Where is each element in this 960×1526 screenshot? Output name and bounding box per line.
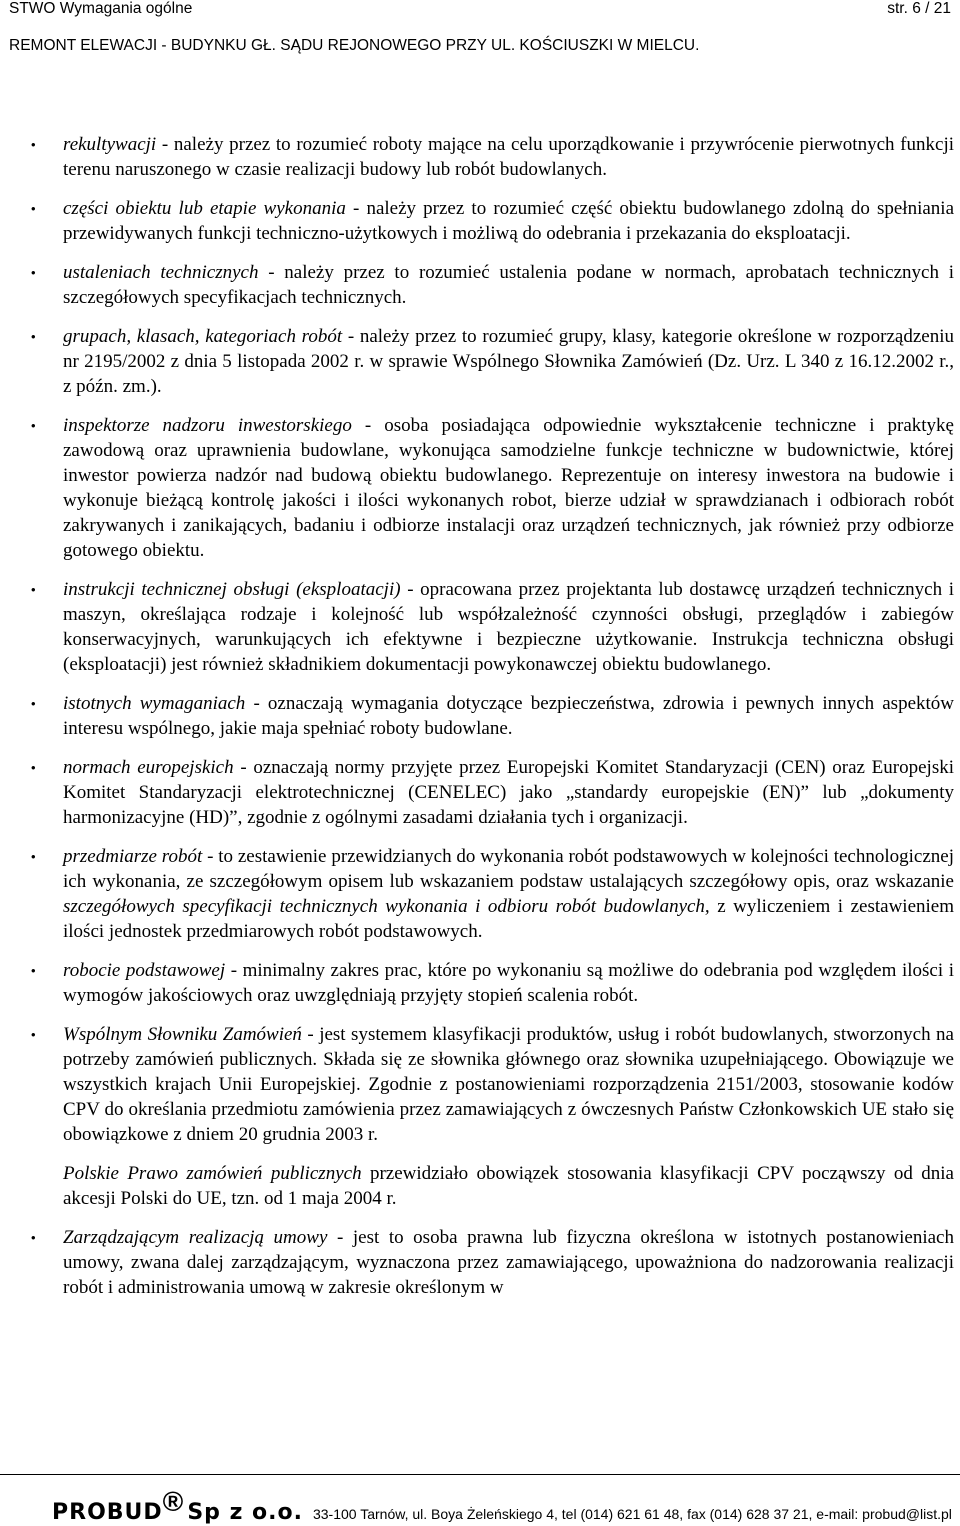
definition: przewidziało obowiązek stosowania klasyfikacji CPV począwszy od dnia akcesji Polski do UE, tzn. od 1 maja 2004 r.: [63, 1163, 954, 1209]
bullet-icon: •: [31, 582, 36, 597]
list-item: [0, 577, 960, 677]
bullet-icon: •: [31, 201, 36, 216]
company-logo: PROBUD: [52, 1500, 163, 1525]
definition: - oznaczają normy przyjęte przez Europejski Komitet Standaryzacji (CEN) oraz Europejski Komitet Standaryzacji elektrotechnicznej (CENELEC) jako „standardy europejskie (EN)” lub „dokumenty harmonizacyjne (HD)”, zgodnie z ogólnymi zasadami działania tych i organizacji.: [63, 757, 955, 828]
registered-icon: ®: [162, 1486, 184, 1517]
list-item: [0, 324, 960, 399]
definition: - minimalny zakres prac, które po wykonaniu są możliwe do odebrania pod względem ilości i wymogów jakościowych oraz uwzględniają przyjęty stopień scalenia robót.: [63, 960, 954, 1006]
company-address: 33-100 Tarnów, ul. Boya Żeleńskiego 4, tel (014) 621 61 48, fax (014) 628 37 21, e-mail: probud@list.pl: [312, 1506, 952, 1522]
definition-continued: z wyliczeniem i zestawieniem ilości jednostek przedmiarowych robót podstawowych.: [63, 896, 954, 942]
bullet-icon: •: [31, 418, 36, 433]
bullet-icon: •: [31, 1027, 36, 1042]
term: Wspólnym Słowniku Zamówień: [63, 1024, 302, 1045]
bullet-icon: •: [31, 963, 36, 978]
term: Polskie Prawo zamówień publicznych: [63, 1163, 362, 1184]
definition: - jest systemem klasyfikacji produktów, usług i robót budowlanych, stworzonych na potrzeby zamówień publicznych. Składa się ze słownika głównego oraz słownika uzupełniającego. Obowiązuje we wszystkich krajach Unii Europejskiej. Zgodnie z postanowieniami rozporządzenia 2151/2003, stosowanie kodów CPV do określania przedmiotu zamówienia przez zamawiających z ówczesnych Państw Członkowskich UE stało się obowiązkowe z dniem 20 grudnia 2003 r.: [63, 1024, 954, 1145]
list-item: [0, 1022, 960, 1211]
footer-rule: [0, 1474, 960, 1475]
term: inspektorze nadzoru inwestorskiego: [63, 415, 352, 436]
definition: - należy przez to rozumieć grupy, klasy, kategorie określone w rozporządzeniu nr 2195/2002 z dnia 5 listopada 2002 r. w sprawie Wspólnego Słownika Zamówień (Dz. Urz. L 340 z 16.12.2002 r., z późn. zm.).: [63, 326, 954, 397]
document-subtitle: REMONT ELEWACJI - BUDYNKU GŁ. SĄDU REJONOWEGO PRZY UL. KOŚCIUSZKI W MIELCU.: [9, 37, 700, 54]
term: ustaleniach technicznych: [63, 262, 259, 283]
definition: - jest to osoba prawna lub fizyczna określona w istotnych postanowieniach umowy, zwana dalej zarządzającym, wyznaczona przez zamawiającego, upoważniona do nadzorowania realizacji robót i administrowania umową w zakresie określonym w: [63, 1227, 954, 1298]
definition: - należy przez to rozumieć roboty mające na celu uporządkowanie i przywrócenie pierwotnych funkcji terenu naruszonego w czasie realizacji budowy lub robót budowlanych.: [63, 134, 954, 180]
list-item: [0, 844, 960, 944]
definition: - to zestawienie przewidzianych do wykonania robót podstawowych w kolejności technologicznej ich wykonania, ze szczegółowym opisem lub wskazaniem podstaw ustalających szczegółowy opis, oraz wskazanie: [63, 846, 954, 892]
term: przedmiarze robót: [63, 846, 203, 867]
term-inline: szczegółowych specyfikacji technicznych wykonania i odbioru robót budowlanych,: [63, 896, 710, 917]
bullet-icon: •: [31, 849, 36, 864]
term: robocie podstawowej: [63, 960, 226, 981]
term: istotnych wymaganiach: [63, 693, 246, 714]
bullet-icon: •: [31, 760, 36, 775]
term: grupach, klasach, kategoriach robót: [63, 326, 343, 347]
term: części obiektu lub etapie wykonania: [63, 198, 346, 219]
term: Zarządzającym realizacją umowy: [63, 1227, 328, 1248]
definition: - osoba posiadająca odpowiednie wykształcenie techniczne i praktykę zawodową oraz uprawnienia budowlane, wykonująca samodzielne funkcje techniczne w budownictwie, której inwestor powierza nadzór nad budową obiektu budowlanego. Reprezentuje on interesy inwestora na budowie i wykonuje bieżącą kontrolę jakości i ilości wykonanych robot, bierze udział w sprawdzianach i odbiorach robót zakrywanych i zanikających, badaniu i odbiorze instalacji oraz urządzeń technicznych, jak również przy odbiorze gotowego obiektu.: [63, 415, 954, 561]
definition: - należy przez to rozumieć część obiektu budowlanego zdolną do spełniania przewidywanych funkcji techniczno-użytkowych i możliwą do odebrania i przekazania do eksploatacji.: [63, 198, 955, 244]
definition: - opracowana przez projektanta lub dostawcę urządzeń technicznych i maszyn, określająca rodzaje i kolejność lub współzależność czynności obsługi, przeglądów i zabiegów konserwacyjnych, warunkujących ich efektywne i bezpieczne użytkowanie. Instrukcja techniczna obsługi (eksploatacji) jest również składnikiem dokumentacji powykonawczej obiektu budowlanego.: [63, 579, 955, 675]
list-item: [0, 260, 960, 310]
bullet-icon: •: [31, 265, 36, 280]
term: instrukcji technicznej obsługi (eksploatacji): [63, 579, 401, 600]
company-suffix: Sp z o.o.: [187, 1500, 303, 1525]
page-footer: [52, 1486, 952, 1526]
bullet-icon: •: [31, 329, 36, 344]
list-item: [0, 958, 960, 1008]
definition: - oznaczają wymagania dotyczące bezpieczeństwa, zdrowia i pewnych innych aspektów interesu wspólnego, jakie maja spełniać roboty budowlane.: [63, 693, 955, 739]
term: rekultywacji: [63, 134, 157, 155]
bullet-icon: •: [31, 1230, 36, 1245]
document-title: STWO Wymagania ogólne: [9, 0, 193, 17]
list-item: [0, 196, 960, 246]
term: normach europejskich: [63, 757, 234, 778]
page-number: str. 6 / 21: [887, 0, 951, 17]
definition: - należy przez to rozumieć ustalenia podane w normach, aprobatach technicznych i szczegółowych specyfikacjach technicznych.: [63, 262, 954, 308]
bullet-icon: •: [31, 696, 36, 711]
definitions-list: [0, 132, 960, 1300]
list-item: [0, 1225, 960, 1300]
bullet-icon: •: [31, 137, 36, 152]
list-item: [0, 132, 960, 182]
list-item: [0, 691, 960, 741]
list-item: [0, 755, 960, 830]
list-item: [0, 413, 960, 563]
page-header: [9, 0, 951, 18]
